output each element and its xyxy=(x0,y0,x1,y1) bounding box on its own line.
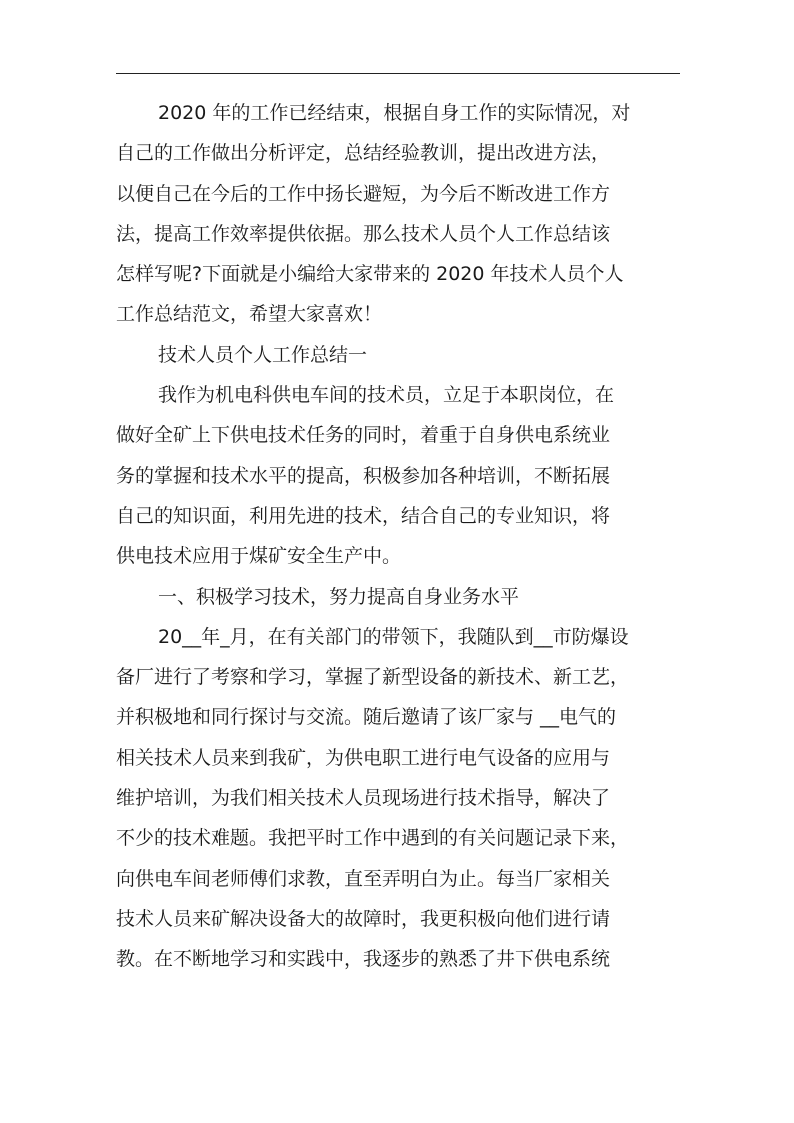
paragraph-line: 备厂进行了考察和学习，掌握了新型设备的新技术、新工艺， xyxy=(116,666,630,689)
paragraph-intro-line: 怎样写呢?下面就是小编给大家带来的 2020 年技术人员个人 xyxy=(116,263,624,286)
paragraph-line: 20__年_月，在有关部门的带领下，我随队到__市防爆设 xyxy=(158,625,629,648)
paragraph-line: 不少的技术难题。我把平时工作中遇到的有关问题记录下来， xyxy=(116,827,630,850)
paragraph-intro-line: 自己的工作做出分析评定，总结经验教训，提出改进方法， xyxy=(116,142,611,165)
subsection-heading: 一、积极学习技术，努力提高自身业务水平 xyxy=(158,585,520,608)
paragraph-line: 技术人员来矿解决设备大的故障时，我更积极向他们进行请 xyxy=(116,907,611,930)
paragraph-line: 做好全矿上下供电技术任务的同时，着重于自身供电系统业 xyxy=(116,424,611,447)
paragraph-line: 向供电车间老师傅们求教，直至弄明白为止。每当厂家相关 xyxy=(116,867,611,890)
paragraph-line: 务的掌握和技术水平的提高，积极参加各种培训，不断拓展 xyxy=(116,464,611,487)
paragraph-line: 相关技术人员来到我矿，为供电职工进行电气设备的应用与 xyxy=(116,746,611,769)
paragraph-intro-line: 工作总结范文，希望大家喜欢！ xyxy=(116,303,383,326)
paragraph-intro-line: 2020 年的工作已经结束，根据自身工作的实际情况，对 xyxy=(158,102,631,124)
paragraph-line: 维护培训，为我们相关技术人员现场进行技术指导，解决了 xyxy=(116,787,611,810)
paragraph-line: 教。在不断地学习和实践中，我逐步的熟悉了井下供电系统 xyxy=(116,948,611,971)
paragraph-line: 供电技术应用于煤矿安全生产中。 xyxy=(116,545,402,568)
paragraph-intro-line: 法，提高工作效率提供依据。那么技术人员个人工作总结该 xyxy=(116,222,611,245)
header-rule xyxy=(116,73,680,74)
paragraph-line: 我作为机电科供电车间的技术员，立足于本职岗位，在 xyxy=(158,384,615,407)
paragraph-line: 并积极地和同行探讨与交流。随后邀请了该厂家与 __电气的 xyxy=(116,706,617,729)
document-body xyxy=(116,93,680,980)
section-title: 技术人员个人工作总结一 xyxy=(158,343,368,366)
paragraph-line: 自己的知识面，利用先进的技术，结合自己的专业知识，将 xyxy=(116,504,611,527)
paragraph-intro-line: 以便自己在今后的工作中扬长避短，为今后不断改进工作方 xyxy=(116,182,611,205)
